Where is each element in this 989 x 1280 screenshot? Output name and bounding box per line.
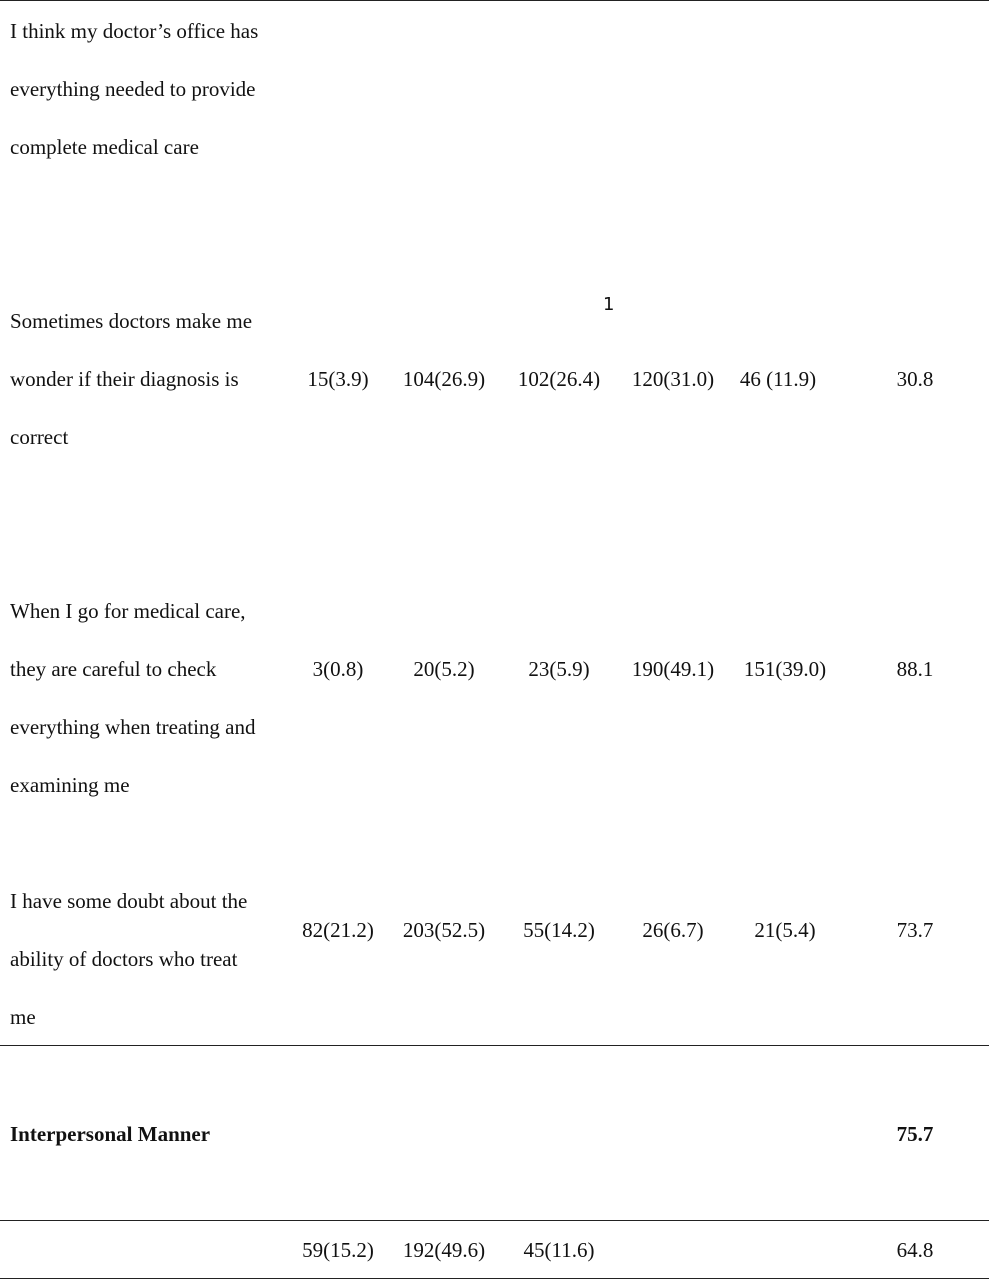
- label-line: wonder if their diagnosis is: [10, 367, 239, 391]
- label-line: ability of doctors who treat: [10, 947, 238, 971]
- cell-strongly-disagree: 21(5.4): [754, 918, 816, 942]
- cell-agree: 192(49.6): [402, 1238, 486, 1262]
- cell-agree: 203(52.5): [402, 918, 486, 942]
- label-line: complete medical care: [10, 135, 199, 159]
- row-label-ability-doubt: [10, 872, 278, 1046]
- label-line: everything when treating and: [10, 715, 256, 739]
- cell-strongly-agree: 3(0.8): [312, 657, 364, 681]
- cell-disagree: 120(31.0): [631, 367, 715, 391]
- cell-strongly-disagree: 151(39.0): [743, 657, 827, 681]
- row-label-diagnosis-doubt: [10, 292, 278, 466]
- cell-disagree: 26(6.7): [642, 918, 704, 942]
- cell-uncertain: 45(11.6): [523, 1238, 595, 1262]
- label-line: examining me: [10, 773, 130, 797]
- label-line: I have some doubt about the: [10, 889, 248, 913]
- section-title: Interpersonal Manner: [10, 1122, 211, 1146]
- cell-disagree: 190(49.1): [631, 657, 715, 681]
- page-number: 1: [603, 294, 615, 315]
- label-line: everything needed to provide: [10, 77, 256, 101]
- row-label-careful-check: [10, 582, 278, 814]
- table-bottom-rule: [0, 1278, 989, 1279]
- cell-strongly-agree: 59(15.2): [302, 1238, 374, 1262]
- cell-strongly-disagree: 46 (11.9): [739, 367, 817, 391]
- cell-agree: 20(5.2): [413, 657, 475, 681]
- label-line: correct: [10, 425, 69, 449]
- label-line: they are careful to check: [10, 657, 217, 681]
- cell-score: 64.8: [896, 1238, 934, 1262]
- table-top-rule: [0, 0, 989, 1]
- row-label-office-equipment: [10, 2, 278, 176]
- cell-uncertain: 55(14.2): [523, 918, 595, 942]
- label-line: When I go for medical care,: [10, 599, 246, 623]
- cell-agree: 104(26.9): [402, 367, 486, 391]
- label-line: me: [10, 1005, 36, 1029]
- cell-strongly-agree: 15(3.9): [307, 367, 369, 391]
- section-top-rule: [0, 1045, 989, 1046]
- label-line: I think my doctor’s office has: [10, 19, 259, 43]
- cell-score: 30.8: [896, 367, 934, 391]
- section-score: 75.7: [896, 1122, 934, 1146]
- cell-score: 73.7: [896, 918, 934, 942]
- cell-strongly-agree: 82(21.2): [302, 918, 374, 942]
- cell-score: 88.1: [896, 657, 934, 681]
- cell-uncertain: 102(26.4): [517, 367, 601, 391]
- cell-uncertain: 23(5.9): [528, 657, 590, 681]
- label-line: Sometimes doctors make me: [10, 309, 253, 333]
- section-bottom-rule: [0, 1220, 989, 1221]
